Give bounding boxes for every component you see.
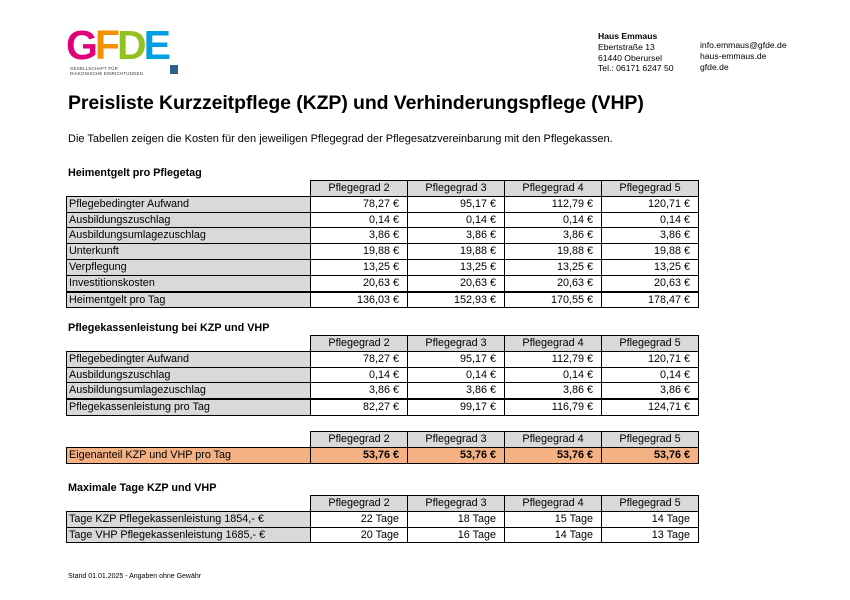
column-header-pflegegrad: Pflegegrad 4 (505, 336, 602, 352)
value-cell: 120,71 € (602, 196, 699, 212)
table-row (67, 259, 699, 275)
value-cell: 0,14 € (602, 367, 699, 383)
section-title-tage: Maximale Tage KZP und VHP (68, 482, 217, 494)
value-cell: 3,86 € (311, 383, 408, 399)
table-row (67, 383, 699, 399)
column-header-pflegegrad: Pflegegrad 4 (505, 432, 602, 448)
street: Ebertstraße 13 (598, 41, 655, 52)
column-header-pflegegrad: Pflegegrad 3 (408, 181, 505, 197)
table-row (67, 527, 699, 543)
column-header-pflegegrad: Pflegegrad 5 (602, 432, 699, 448)
value-cell: 15 Tage (505, 511, 602, 527)
value-cell: 53,76 € (602, 447, 699, 463)
total-row (67, 292, 699, 308)
value-cell: 19,88 € (602, 244, 699, 260)
section-title-heimentgelt: Heimentgelt pro Pflegetag (68, 167, 202, 179)
value-cell: 95,17 € (408, 351, 505, 367)
table-row (67, 367, 699, 383)
email-link[interactable]: info.emmaus@gfde.de (700, 40, 787, 50)
row-label: Unterkunft (67, 244, 311, 260)
table-eigenanteil (66, 431, 699, 464)
column-header-pflegegrad: Pflegegrad 4 (505, 496, 602, 512)
value-cell: 22 Tage (311, 511, 408, 527)
value-cell: 0,14 € (602, 212, 699, 228)
value-cell: 19,88 € (505, 244, 602, 260)
row-label: Ausbildungszuschlag (67, 212, 311, 228)
logo-letters (66, 22, 168, 68)
row-label: Pflegebedingter Aufwand (67, 351, 311, 367)
header-corner-cell (67, 432, 311, 448)
value-cell: 0,14 € (408, 212, 505, 228)
value-cell: 136,03 € (311, 292, 408, 308)
header-row (67, 181, 699, 197)
value-cell: 3,86 € (505, 228, 602, 244)
logo-letter: D (116, 22, 144, 68)
column-header-pflegegrad: Pflegegrad 3 (408, 336, 505, 352)
table-row (67, 212, 699, 228)
value-cell: 13,25 € (602, 259, 699, 275)
value-cell: 95,17 € (408, 196, 505, 212)
value-cell: 13,25 € (311, 259, 408, 275)
column-header-pflegegrad: Pflegegrad 5 (602, 496, 699, 512)
table-row (67, 244, 699, 260)
value-cell: 18 Tage (408, 511, 505, 527)
value-cell: 99,17 € (408, 399, 505, 415)
row-label: Pflegebedingter Aufwand (67, 196, 311, 212)
table-row (67, 351, 699, 367)
logo-flag-icon (170, 65, 178, 74)
value-cell: 3,86 € (602, 228, 699, 244)
value-cell: 178,47 € (602, 292, 699, 308)
row-label: Investitionskosten (67, 275, 311, 291)
value-cell: 3,86 € (602, 383, 699, 399)
value-cell: 14 Tage (602, 511, 699, 527)
value-cell: 0,14 € (505, 212, 602, 228)
total-row (67, 399, 699, 415)
row-label: Ausbildungsumlagezuschlag (67, 228, 311, 244)
value-cell: 152,93 € (408, 292, 505, 308)
row-label: Ausbildungsumlagezuschlag (67, 383, 311, 399)
value-cell: 82,27 € (311, 399, 408, 415)
value-cell: 53,76 € (505, 447, 602, 463)
logo-subtitle-line2: DIAKONISCHE EINRICHTUNGEN (70, 71, 144, 76)
logo-letter: F (94, 22, 117, 68)
section-title-kasse: Pflegekassenleistung bei KZP und VHP (68, 322, 270, 334)
value-cell: 112,79 € (505, 196, 602, 212)
eigenanteil-row (67, 447, 699, 463)
value-cell: 13 Tage (602, 527, 699, 543)
row-label: Tage VHP Pflegekassenleistung 1685,- € (67, 527, 311, 543)
table-row (67, 196, 699, 212)
header-corner-cell (67, 496, 311, 512)
value-cell: 13,25 € (505, 259, 602, 275)
gfde-logo (66, 22, 182, 78)
column-header-pflegegrad: Pflegegrad 4 (505, 181, 602, 197)
value-cell: 0,14 € (311, 212, 408, 228)
value-cell: 116,79 € (505, 399, 602, 415)
value-cell: 3,86 € (408, 383, 505, 399)
row-label: Pflegekassenleistung pro Tag (67, 399, 311, 415)
value-cell: 13,25 € (408, 259, 505, 275)
value-cell: 78,27 € (311, 351, 408, 367)
value-cell: 0,14 € (505, 367, 602, 383)
value-cell: 19,88 € (408, 244, 505, 260)
row-label: Ausbildungszuschlag (67, 367, 311, 383)
value-cell: 120,71 € (602, 351, 699, 367)
column-header-pflegegrad: Pflegegrad 5 (602, 181, 699, 197)
column-header-pflegegrad: Pflegegrad 3 (408, 432, 505, 448)
contact-block (700, 40, 787, 72)
footer-note: Stand 01.01.2025 - Angaben ohne Gewähr (68, 573, 202, 580)
value-cell: 20,63 € (311, 275, 408, 291)
column-header-pflegegrad: Pflegegrad 3 (408, 496, 505, 512)
value-cell: 20,63 € (408, 275, 505, 291)
value-cell: 124,71 € (602, 399, 699, 415)
phone: Tel.: 06171 6247 50 (598, 63, 674, 74)
value-cell: 53,76 € (311, 447, 408, 463)
page-title: Preisliste Kurzzeitpflege (KZP) und Verhinderungspflege (VHP) (68, 92, 644, 114)
row-label: Heimentgelt pro Tag (67, 292, 311, 308)
value-cell: 53,76 € (408, 447, 505, 463)
logo-letter: G (66, 22, 95, 68)
value-cell: 19,88 € (311, 244, 408, 260)
column-header-pflegegrad: Pflegegrad 2 (311, 432, 408, 448)
value-cell: 14 Tage (505, 527, 602, 543)
column-header-pflegegrad: Pflegegrad 2 (311, 181, 408, 197)
header-corner-cell (67, 181, 311, 197)
table-maximale-tage (66, 495, 699, 543)
table-row (67, 511, 699, 527)
table-heimentgelt (66, 180, 699, 308)
header-row (67, 336, 699, 352)
value-cell: 3,86 € (311, 228, 408, 244)
value-cell: 0,14 € (311, 367, 408, 383)
value-cell: 112,79 € (505, 351, 602, 367)
table-pflegekassenleistung (66, 335, 699, 416)
value-cell: 16 Tage (408, 527, 505, 543)
value-cell: 20 Tage (311, 527, 408, 543)
table-row (67, 228, 699, 244)
value-cell: 0,14 € (408, 367, 505, 383)
web-link-haus-emmaus[interactable]: haus-emmaus.de (700, 50, 767, 61)
column-header-pflegegrad: Pflegegrad 2 (311, 496, 408, 512)
value-cell: 20,63 € (602, 275, 699, 291)
row-label: Tage KZP Pflegekassenleistung 1854,- € (67, 511, 311, 527)
logo-subtitle-line1: GESELLSCHAFT FÜR (70, 66, 119, 71)
intro-text: Die Tabellen zeigen die Kosten für den jeweiligen Pflegegrad der Pflegesatzvereinbarung mit den Pflegekassen. (68, 133, 613, 145)
column-header-pflegegrad: Pflegegrad 5 (602, 336, 699, 352)
header-corner-cell (67, 336, 311, 352)
column-header-pflegegrad: Pflegegrad 2 (311, 336, 408, 352)
value-cell: 3,86 € (408, 228, 505, 244)
logo-subtitle (70, 66, 178, 76)
address-block (598, 31, 674, 74)
row-label: Verpflegung (67, 259, 311, 275)
city: 61440 Oberursel (598, 52, 663, 63)
header-row (67, 432, 699, 448)
web-link-gfde[interactable]: gfde.de (700, 61, 729, 72)
home-name: Haus Emmaus (598, 31, 658, 41)
logo-letter: E (143, 22, 168, 68)
row-label: Eigenanteil KZP und VHP pro Tag (67, 447, 311, 463)
table-row (67, 275, 699, 291)
value-cell: 20,63 € (505, 275, 602, 291)
value-cell: 78,27 € (311, 196, 408, 212)
header-row (67, 496, 699, 512)
value-cell: 3,86 € (505, 383, 602, 399)
value-cell: 170,55 € (505, 292, 602, 308)
